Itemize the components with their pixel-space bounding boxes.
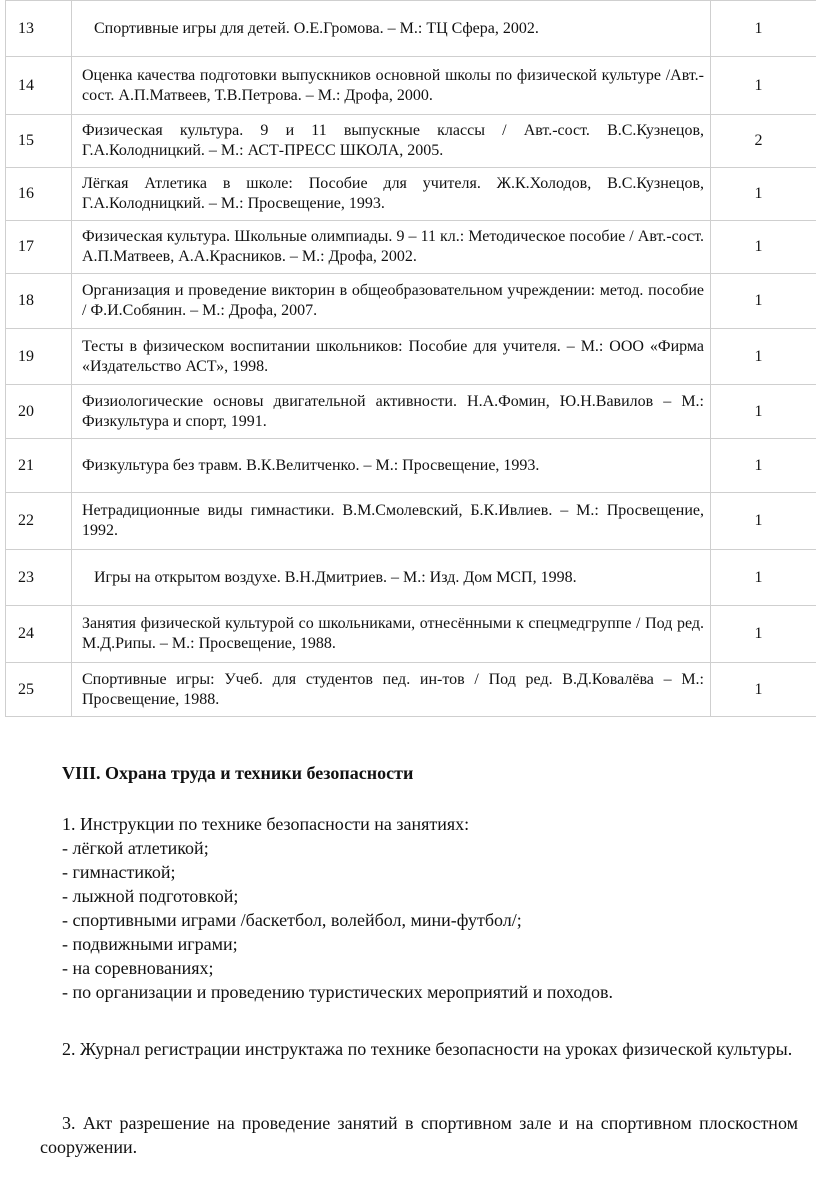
row-number: 17 [6, 221, 72, 274]
row-number: 24 [6, 606, 72, 663]
paragraph-journal: 2. Журнал регистрации инструктажа по технике безопасности на уроках физической культуры. [62, 1039, 793, 1059]
row-number: 15 [6, 115, 72, 168]
book-entry: Спортивные игры: Учеб. для студентов пед. ин-тов / Под ред. В.Д.Ковалёва – М.: Просвещение, 1988. [72, 663, 711, 717]
row-number: 21 [6, 439, 72, 493]
row-number: 13 [6, 1, 72, 57]
row-number: 20 [6, 385, 72, 439]
row-number: 16 [6, 168, 72, 221]
row-number: 19 [6, 329, 72, 385]
bibliography-table [5, 0, 816, 717]
list-item: - лыжной подготовкой; [62, 886, 239, 906]
list-heading: 1. Инструкции по технике безопасности на занятиях: [62, 814, 470, 834]
book-entry: Занятия физической культурой со школьниками, отнесёнными к спецмедгруппе / Под ред. М.Д.Рипы. – М.: Просвещение, 1988. [72, 606, 711, 663]
book-entry: Лёгкая Атлетика в школе: Пособие для учителя. Ж.К.Холодов, В.С.Кузнецов, Г.А.Колодницкий. – М.: Просвещение, 1993. [72, 168, 711, 221]
book-quantity: 1 [711, 550, 816, 606]
book-entry: Игры на открытом воздухе. В.Н.Дмитриев. – М.: Изд. Дом МСП, 1998. [72, 550, 711, 606]
table-row [6, 439, 816, 493]
book-quantity: 1 [711, 663, 816, 717]
table-row [6, 493, 816, 550]
row-number: 22 [6, 493, 72, 550]
book-quantity: 1 [711, 274, 816, 329]
row-number: 18 [6, 274, 72, 329]
table-row [6, 385, 816, 439]
table-row [6, 550, 816, 606]
table-row [6, 221, 816, 274]
book-quantity: 1 [711, 385, 816, 439]
safety-instructions-list [62, 812, 798, 1004]
list-item: - по организации и проведению туристических мероприятий и походов. [62, 982, 613, 1002]
row-number: 14 [6, 57, 72, 115]
paragraph-act: 3. Акт разрешение на проведение занятий в спортивном зале и на спортивном плоскостном сооружении. [40, 1113, 798, 1157]
list-item: - гимнастикой; [62, 862, 176, 882]
book-quantity: 1 [711, 606, 816, 663]
table-row [6, 57, 816, 115]
book-quantity: 1 [711, 57, 816, 115]
row-number: 23 [6, 550, 72, 606]
book-entry: Физическая культура. 9 и 11 выпускные классы / Авт.-сост. В.С.Кузнецов, Г.А.Колодницкий. – М.: АСТ-ПРЕСС ШКОЛА, 2005. [72, 115, 711, 168]
section-title: VIII. Охрана труда и техники безопасности [62, 763, 414, 783]
list-item: - на соревнованиях; [62, 958, 214, 978]
table-row [6, 1, 816, 57]
book-entry: Организация и проведение викторин в общеобразовательном учреждении: метод. пособие / Ф.И.Собянин. – М.: Дрофа, 2007. [72, 274, 711, 329]
book-quantity: 1 [711, 1, 816, 57]
book-quantity: 2 [711, 115, 816, 168]
book-quantity: 1 [711, 168, 816, 221]
table-row [6, 329, 816, 385]
book-entry: Физическая культура. Школьные олимпиады. 9 – 11 кл.: Методическое пособие / Авт.-сост. А.П.Матвеев, А.А.Красников. – М.: Дрофа, 2002. [72, 221, 711, 274]
book-entry: Нетрадиционные виды гимнастики. В.М.Смолевский, Б.К.Ивлиев. – М.: Просвещение, 1992. [72, 493, 711, 550]
book-entry: Физиологические основы двигательной активности. Н.А.Фомин, Ю.Н.Вавилов – М.: Физкультура и спорт, 1991. [72, 385, 711, 439]
table-row [6, 274, 816, 329]
book-entry: Физкультура без травм. В.К.Велитченко. – М.: Просвещение, 1993. [72, 439, 711, 493]
list-item: - лёгкой атлетикой; [62, 838, 209, 858]
book-entry: Тесты в физическом воспитании школьников: Пособие для учителя. – М.: ООО «Фирма «Издательство АСТ», 1998. [72, 329, 711, 385]
table-row [6, 115, 816, 168]
book-quantity: 1 [711, 221, 816, 274]
book-quantity: 1 [711, 493, 816, 550]
table-row [6, 663, 816, 717]
book-quantity: 1 [711, 439, 816, 493]
list-item: - спортивными играми /баскетбол, волейбол, мини-футбол/; [62, 910, 522, 930]
book-quantity: 1 [711, 329, 816, 385]
table-row [6, 606, 816, 663]
list-item: - подвижными играми; [62, 934, 238, 954]
row-number: 25 [6, 663, 72, 717]
book-entry: Оценка качества подготовки выпускников основной школы по физической культуре /Авт.-сост. А.П.Матвеев, Т.В.Петрова. – М.: Дрофа, 2000. [72, 57, 711, 115]
book-entry: Спортивные игры для детей. О.Е.Громова. – М.: ТЦ Сфера, 2002. [72, 1, 711, 57]
table-row [6, 168, 816, 221]
